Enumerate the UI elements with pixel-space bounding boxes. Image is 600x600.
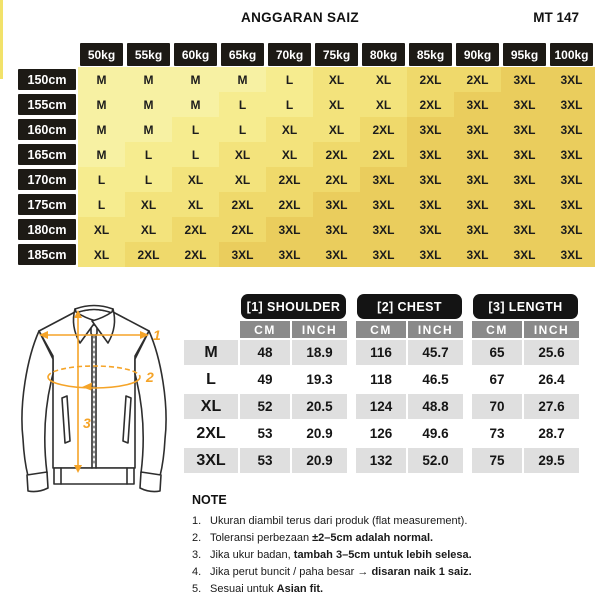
note-item xyxy=(192,564,592,581)
size-cell: 3XL xyxy=(360,167,407,192)
unit-header: CM xyxy=(356,321,406,338)
size-cell: 3XL xyxy=(548,117,595,142)
height-header: 185cm xyxy=(18,244,76,265)
measurement-value: 124 xyxy=(356,394,406,419)
size-cell: M xyxy=(125,92,172,117)
size-cell: M xyxy=(78,142,125,167)
size-cell: L xyxy=(125,142,172,167)
measurement-value: 20.5 xyxy=(292,394,347,419)
measurement-value: 45.7 xyxy=(408,340,463,365)
size-cell: 3XL xyxy=(548,217,595,242)
size-cell: M xyxy=(78,67,125,92)
unit-header: CM xyxy=(472,321,522,338)
size-cell: 3XL xyxy=(313,217,360,242)
jacket-left-cuff xyxy=(27,472,48,492)
size-cell: 3XL xyxy=(407,217,454,242)
size-cell: XL xyxy=(360,67,407,92)
note-item xyxy=(192,530,592,547)
size-cell: 3XL xyxy=(407,167,454,192)
note-number: 1. xyxy=(192,515,202,527)
size-cell: 2XL xyxy=(454,67,501,92)
size-cell: XL xyxy=(266,117,313,142)
marker-2-label: 2 xyxy=(146,369,154,385)
size-row-label: L xyxy=(184,367,238,392)
size-row-label: 2XL xyxy=(184,421,238,446)
size-cell: M xyxy=(78,117,125,142)
size-cell: 3XL xyxy=(501,217,548,242)
jacket-measurement-diagram xyxy=(10,296,186,496)
size-cell: 3XL xyxy=(313,242,360,267)
jacket-right-cuff xyxy=(140,472,161,492)
measurement-value: 70 xyxy=(472,394,522,419)
size-cell: 3XL xyxy=(266,217,313,242)
size-cell: 2XL xyxy=(313,142,360,167)
size-cell: XL xyxy=(219,167,266,192)
size-cell: 3XL xyxy=(501,142,548,167)
note-title: NOTE xyxy=(192,493,227,507)
measurement-value: 48 xyxy=(240,340,290,365)
size-cell: XL xyxy=(360,92,407,117)
size-cell: M xyxy=(172,92,219,117)
group-pill: [1] SHOULDER xyxy=(241,294,346,319)
measurement-value: 73 xyxy=(472,421,522,446)
measurement-value: 28.7 xyxy=(524,421,579,446)
page-title: ANGGARAN SAIZ xyxy=(241,10,359,25)
size-cell: 3XL xyxy=(407,192,454,217)
weight-header: 75kg xyxy=(315,43,358,66)
size-cell: 2XL xyxy=(219,192,266,217)
size-cell: L xyxy=(125,167,172,192)
size-cell: L xyxy=(266,92,313,117)
measurement-value: 18.9 xyxy=(292,340,347,365)
size-cell: 2XL xyxy=(219,217,266,242)
size-cell: 3XL xyxy=(501,242,548,267)
unit-header: INCH xyxy=(408,321,463,338)
size-cell: 2XL xyxy=(407,92,454,117)
note-number: 3. xyxy=(192,549,202,561)
measurement-value: 53 xyxy=(240,448,290,473)
note-number: 2. xyxy=(192,532,202,544)
note-item xyxy=(192,513,592,530)
size-cell: M xyxy=(125,67,172,92)
height-header: 155cm xyxy=(18,94,76,115)
measurement-value: 67 xyxy=(472,367,522,392)
measurement-value: 49.6 xyxy=(408,421,463,446)
measurement-value: 52.0 xyxy=(408,448,463,473)
note-text: Ukuran diambil terus dari produk (flat measurement). xyxy=(210,515,468,527)
size-cell: 3XL xyxy=(360,192,407,217)
unit-header: CM xyxy=(240,321,290,338)
size-cell: 3XL xyxy=(548,167,595,192)
size-cell: 3XL xyxy=(548,142,595,167)
size-cell: L xyxy=(78,192,125,217)
weight-header: 80kg xyxy=(362,43,405,66)
size-cell: 3XL xyxy=(454,117,501,142)
size-cell: XL xyxy=(125,192,172,217)
size-cell: 3XL xyxy=(313,192,360,217)
size-cell: XL xyxy=(219,142,266,167)
size-cell: 2XL xyxy=(266,192,313,217)
size-cell: 3XL xyxy=(454,242,501,267)
size-cell: 3XL xyxy=(360,217,407,242)
size-row-label: XL xyxy=(184,394,238,419)
size-cell: 2XL xyxy=(313,167,360,192)
height-header: 180cm xyxy=(18,219,76,240)
measurement-value: 25.6 xyxy=(524,340,579,365)
size-cell: L xyxy=(266,67,313,92)
size-cell: 2XL xyxy=(407,67,454,92)
measurement-value: 49 xyxy=(240,367,290,392)
jacket-hem xyxy=(54,468,134,484)
measurement-value: 132 xyxy=(356,448,406,473)
note-number: 4. xyxy=(192,566,202,578)
measurement-value: 19.3 xyxy=(292,367,347,392)
note-list xyxy=(192,513,592,598)
size-cell: XL xyxy=(313,92,360,117)
size-cell: 3XL xyxy=(501,92,548,117)
measurement-value: 53 xyxy=(240,421,290,446)
size-cell: XL xyxy=(172,192,219,217)
size-cell: L xyxy=(172,117,219,142)
size-cell: L xyxy=(219,117,266,142)
size-cell: XL xyxy=(125,217,172,242)
size-cell: 3XL xyxy=(266,242,313,267)
size-cell: 3XL xyxy=(219,242,266,267)
weight-header: 70kg xyxy=(268,43,311,66)
note-text: Jika ukur badan, tambah 3–5cm untuk lebih selesa. xyxy=(210,549,472,561)
weight-header: 90kg xyxy=(456,43,499,66)
size-cell: 2XL xyxy=(360,117,407,142)
size-cell: 3XL xyxy=(407,142,454,167)
height-header: 170cm xyxy=(18,169,76,190)
height-header: 175cm xyxy=(18,194,76,215)
size-cell: 3XL xyxy=(407,242,454,267)
weight-header: 65kg xyxy=(221,43,264,66)
size-cell: XL xyxy=(313,117,360,142)
size-cell: 2XL xyxy=(125,242,172,267)
measurement-value: 116 xyxy=(356,340,406,365)
size-cell: 3XL xyxy=(454,167,501,192)
note-text: Sesuai untuk Asian fit. xyxy=(210,583,324,595)
weight-header: 100kg xyxy=(550,43,593,66)
measurement-value: 46.5 xyxy=(408,367,463,392)
weight-header: 60kg xyxy=(174,43,217,66)
measurement-value: 48.8 xyxy=(408,394,463,419)
measurement-value: 118 xyxy=(356,367,406,392)
matrix-corner-cell xyxy=(18,42,78,67)
note-section xyxy=(192,493,592,598)
size-cell: 3XL xyxy=(407,117,454,142)
measurement-value: 126 xyxy=(356,421,406,446)
unit-header: INCH xyxy=(292,321,347,338)
size-cell: 2XL xyxy=(360,142,407,167)
measurement-value: 20.9 xyxy=(292,448,347,473)
size-cell: XL xyxy=(266,142,313,167)
note-number: 5. xyxy=(192,583,202,595)
model-code: MT 147 xyxy=(533,10,579,25)
measurement-value: 27.6 xyxy=(524,394,579,419)
size-cell: XL xyxy=(78,217,125,242)
marker-1-label: 1 xyxy=(153,327,161,343)
weight-header: 50kg xyxy=(80,43,123,66)
jacket-left-sleeve xyxy=(22,331,53,476)
size-cell: XL xyxy=(78,242,125,267)
size-cell: 3XL xyxy=(360,242,407,267)
size-cell: 3XL xyxy=(454,217,501,242)
measurement-value: 29.5 xyxy=(524,448,579,473)
size-cell: 2XL xyxy=(266,167,313,192)
marker-3-label: 3 xyxy=(83,415,91,431)
measurement-value: 65 xyxy=(472,340,522,365)
weight-header: 85kg xyxy=(409,43,452,66)
height-header: 165cm xyxy=(18,144,76,165)
size-cell: 3XL xyxy=(454,92,501,117)
note-item xyxy=(192,547,592,564)
size-cell: 3XL xyxy=(548,242,595,267)
size-cell: 3XL xyxy=(548,67,595,92)
size-cell: L xyxy=(78,167,125,192)
measurement-value: 26.4 xyxy=(524,367,579,392)
size-cell: 3XL xyxy=(454,192,501,217)
size-row-label: M xyxy=(184,340,238,365)
unit-header: INCH xyxy=(524,321,579,338)
note-text: Jika perut buncit / paha besar → disaran naik 1 saiz. xyxy=(210,566,472,578)
size-cell: L xyxy=(172,142,219,167)
size-cell: 3XL xyxy=(501,117,548,142)
height-header: 160cm xyxy=(18,119,76,140)
size-cell: 3XL xyxy=(548,192,595,217)
size-cell: 2XL xyxy=(172,242,219,267)
size-cell: M xyxy=(172,67,219,92)
size-cell: 2XL xyxy=(172,217,219,242)
measurement-table xyxy=(184,294,579,473)
weight-header: 95kg xyxy=(503,43,546,66)
weight-header: 55kg xyxy=(127,43,170,66)
group-pill: [2] CHEST xyxy=(357,294,462,319)
note-text: Toleransi perbezaan ±2–5cm adalah normal. xyxy=(210,532,434,544)
measurement-value: 20.9 xyxy=(292,421,347,446)
measurement-value: 52 xyxy=(240,394,290,419)
height-header: 150cm xyxy=(18,69,76,90)
size-cell: XL xyxy=(172,167,219,192)
size-cell: 3XL xyxy=(454,142,501,167)
size-cell: 3XL xyxy=(501,192,548,217)
size-cell: 3XL xyxy=(548,92,595,117)
note-item xyxy=(192,581,592,598)
size-row-label: 3XL xyxy=(184,448,238,473)
size-cell: M xyxy=(219,67,266,92)
group-pill: [3] LENGTH xyxy=(473,294,578,319)
size-matrix xyxy=(18,42,595,267)
size-cell: M xyxy=(125,117,172,142)
measurement-value: 75 xyxy=(472,448,522,473)
size-cell: M xyxy=(78,92,125,117)
jacket-right-sleeve xyxy=(135,331,166,476)
size-cell: XL xyxy=(313,67,360,92)
size-cell: 3XL xyxy=(501,67,548,92)
size-cell: 3XL xyxy=(501,167,548,192)
size-cell: L xyxy=(219,92,266,117)
